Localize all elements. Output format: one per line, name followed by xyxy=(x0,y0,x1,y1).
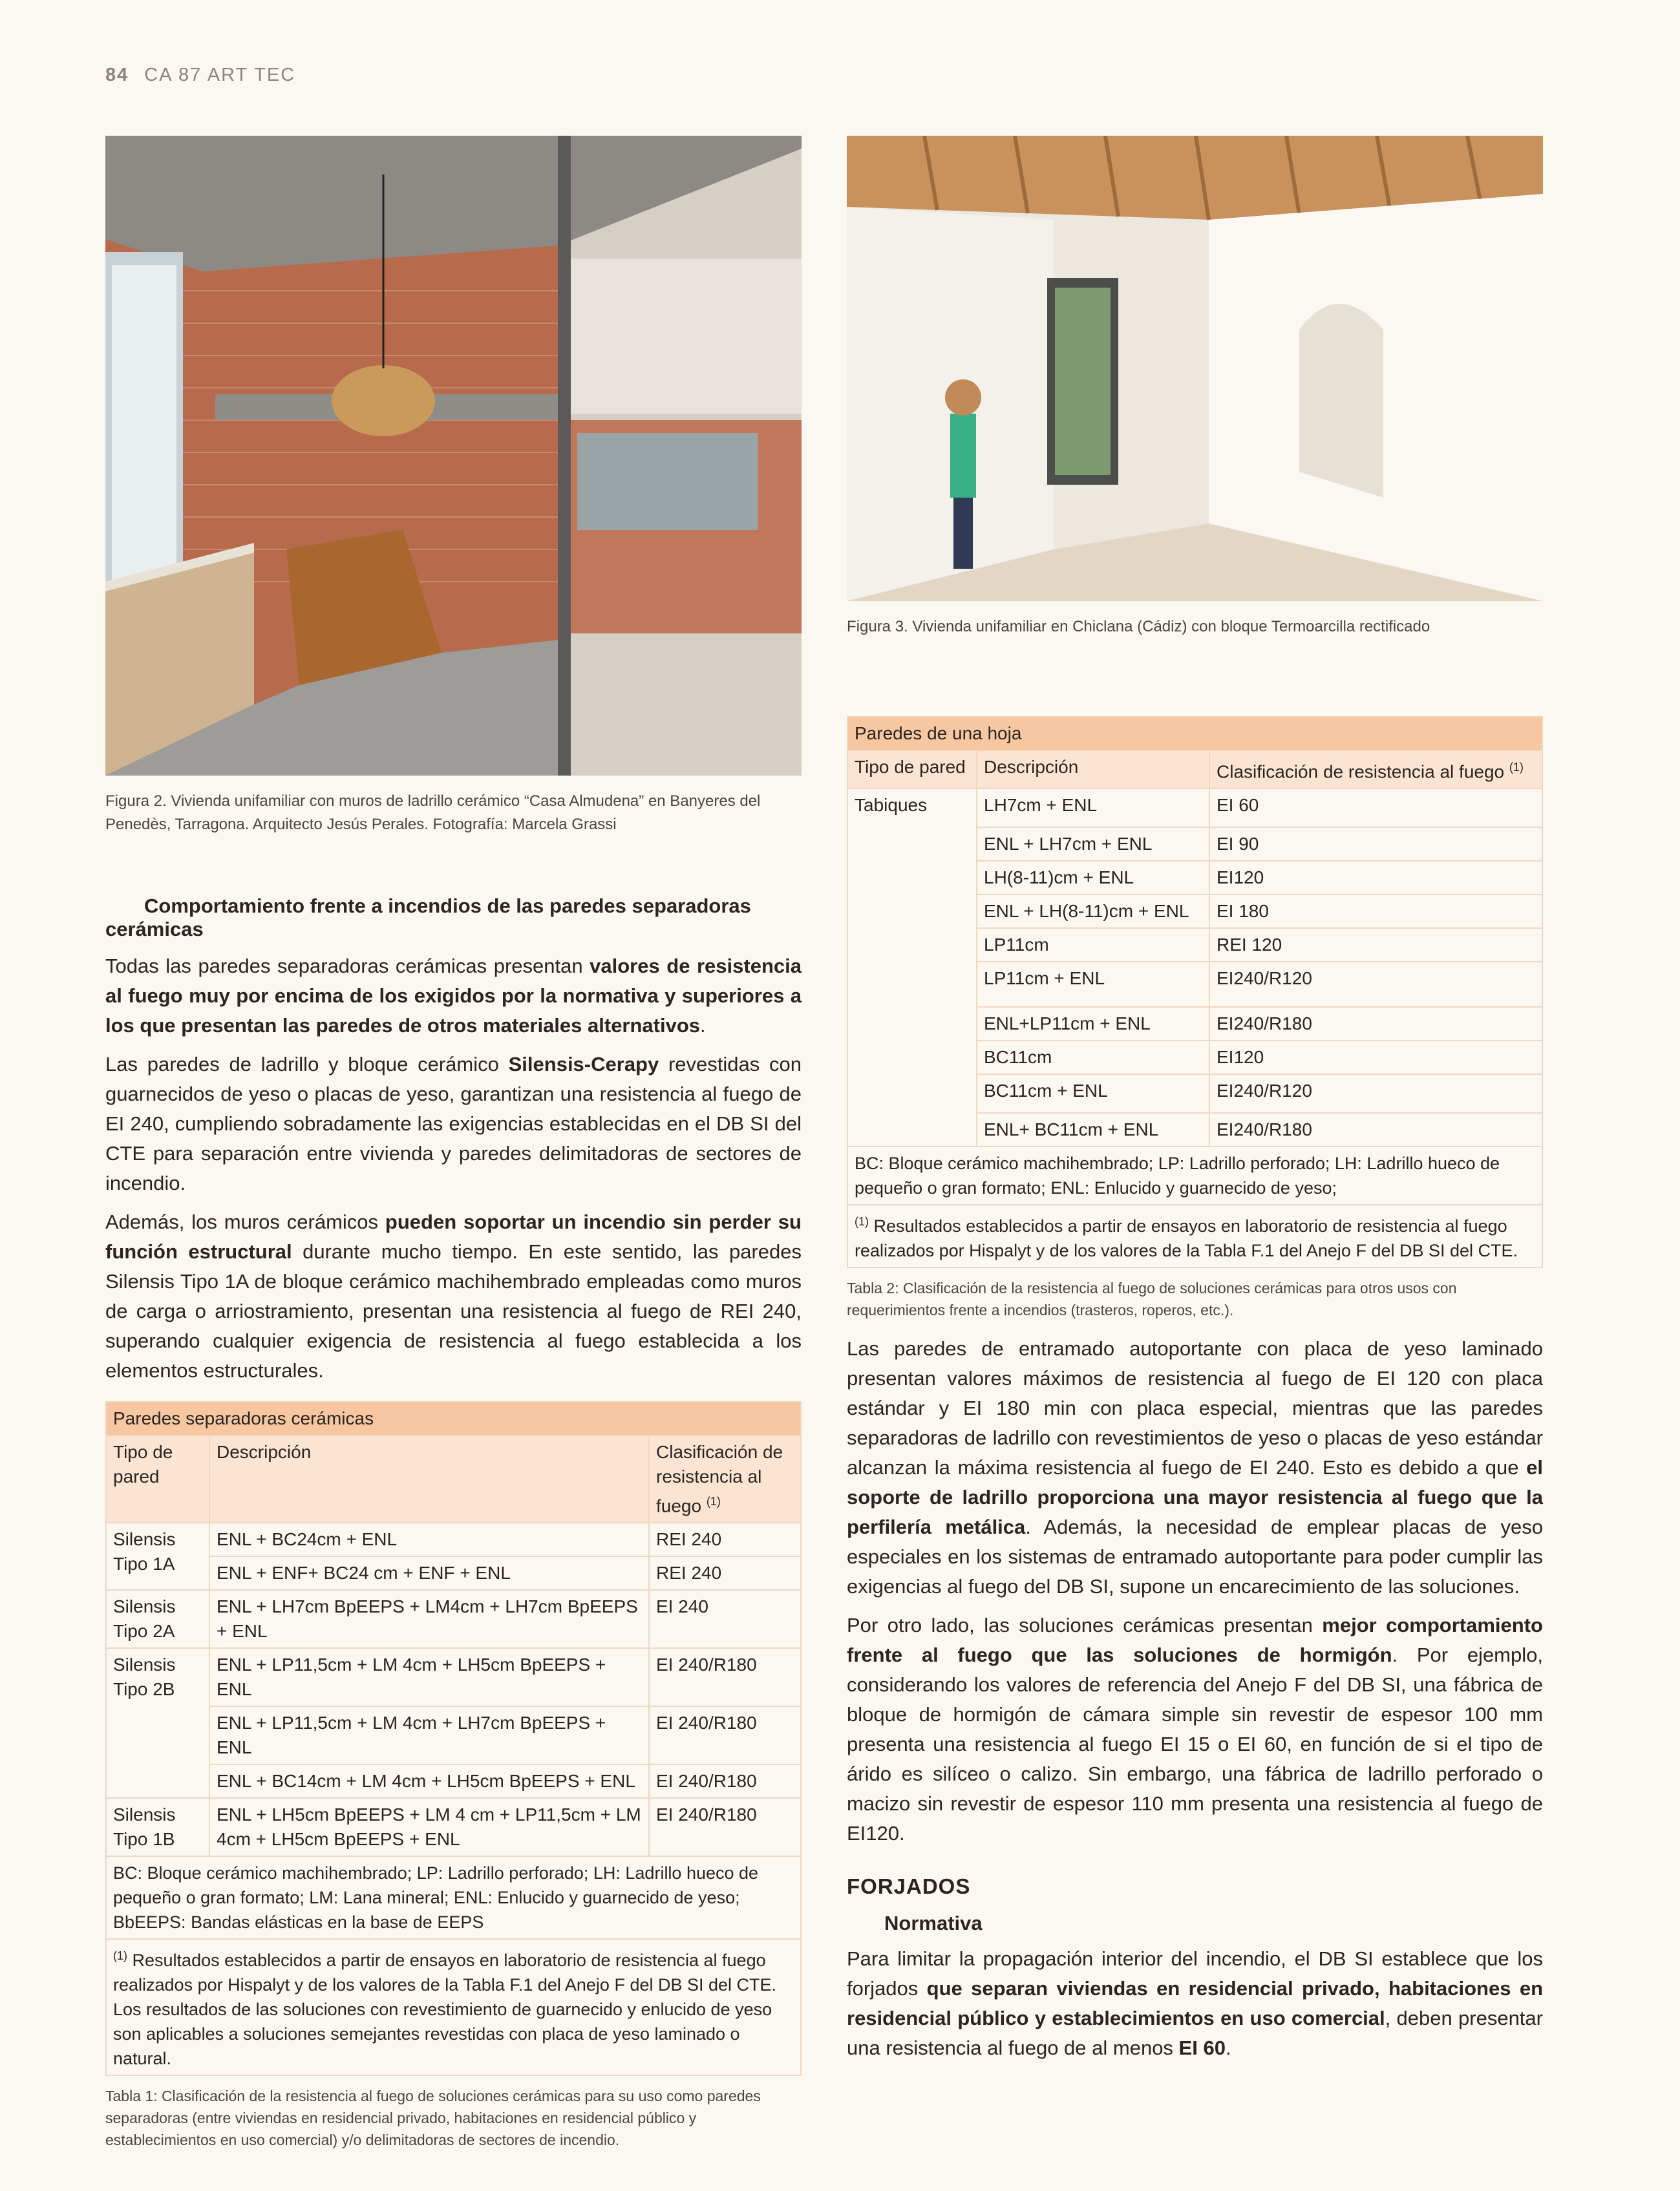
table-row: ENL + LH(8-11)cm + ENL EI 180 xyxy=(847,894,1542,928)
figure3-photo xyxy=(847,136,1543,601)
paragraph-6: Para limitar la propagación interior del incendio, el DB SI establece que los forjados que separan viviendas en residencial privado, habitaciones en residencial público y establecimientos en uso comercial, deben presentar una resistencia al fuego de al menos EI 60. xyxy=(847,1947,1543,2060)
table-row: ENL + ENF+ BC24 cm + ENF + ENL REI 240 xyxy=(106,1556,801,1590)
table1-note: $^{(1)}$ Resultados establecidos a partir de ensayos en laboratorio de resistencia al fuego realizados por Hispalyt y de los valores de la Tabla F.1 del Anejo F del DB SI del CTE. Los resultados de las soluciones con revestimiento de guarnecido y enlucido de yeso son aplicables a soluciones semejantes revestidas con placa de yeso laminado o natural. xyxy=(106,1939,801,2075)
table2-note: $^{(1)}$ Resultados establecidos a partir de ensayos en laboratorio de resistencia al fuego realizados por Hispalyt y de los valores de la Tabla F.1 del Anejo F del DB SI del CTE. xyxy=(847,1205,1542,1267)
page-header xyxy=(105,65,295,86)
left-column xyxy=(105,136,802,2151)
table2-col-clas: Clasificación de resistencia al fuego $^{(1)}$ xyxy=(1209,750,1542,789)
figure2-photo xyxy=(105,136,802,776)
table2-caption: Tabla 2: Clasificación de la resistencia al fuego de soluciones cerámicas para otros usos con requerimientos frente a incendios (trasteros, roperos, etc.). xyxy=(847,1280,1457,1319)
table-row: LP11cm + ENL EI240/R120 xyxy=(847,962,1542,1007)
right-column xyxy=(847,136,1543,2072)
table-row: BC11cm + ENL EI240/R120 xyxy=(847,1074,1542,1113)
table-row: Tabiques LH7cm + ENL EI 60 xyxy=(847,789,1542,827)
table2-title: Paredes de una hoja xyxy=(847,717,1542,750)
table-2 xyxy=(847,716,1543,1268)
table2-abbrev: BC: Bloque cerámico machihembrado; LP: Ladrillo perforado; LH: Ladrillo hueco de pequeño o gran formato; ENL: Enlucido y guarnecido de yeso; xyxy=(847,1147,1542,1205)
heading-normativa: Normativa xyxy=(884,1912,983,1935)
table-row: Silensis Tipo 1A ENL + BC24cm + ENL REI 240 xyxy=(106,1523,801,1556)
table-row: ENL + BC14cm + LM 4cm + LH5cm BpEEPS + ENL EI 240/R180 xyxy=(106,1764,801,1798)
table2-col-tipo: Tipo de pared xyxy=(847,750,977,789)
magazine-name: CA 87 ART TEC xyxy=(144,65,296,85)
table-row: Silensis Tipo 1B ENL + LH5cm BpEEPS + LM 4 cm + LP11,5cm + LM 4cm + LH5cm BpEEPS + ENL EI 240/R180 xyxy=(106,1798,801,1856)
table-row: Silensis Tipo 2A ENL + LH7cm BpEEPS + LM4cm + LH7cm BpEEPS + ENL EI 240 xyxy=(106,1590,801,1648)
table1-col-clas: Clasificación de resistencia al fuego $^{(1)}$ xyxy=(649,1435,801,1523)
paragraph-3: Además, los muros cerámicos pueden soportar un incendio sin perder su función estructural durante mucho tiempo. En este sentido, las paredes Silensis Tipo 1A de bloque cerámico machihembrado empleadas como muros de carga o arriostramiento, presentan una resistencia al fuego de REI 240, superando cualquier exigencia de resistencia al fuego establecida a los elementos estructurales. xyxy=(105,1211,802,1382)
figure2-caption: Figura 2. Vivienda unifamiliar con muros de ladrillo cerámico “Casa Almudena” en Banyeres del Penedès, Tarragona. Arquitecto Jesús Perales. Fotografía: Marcela Grassi xyxy=(105,792,761,833)
heading-forjados: FORJADOS xyxy=(847,1874,971,1899)
table-row: LP11cm REI 120 xyxy=(847,928,1542,962)
table-row: ENL+LP11cm + ENL EI240/R180 xyxy=(847,1007,1542,1041)
table-row: ENL+ BC11cm + ENL EI240/R180 xyxy=(847,1113,1542,1147)
table1-caption: Tabla 1: Clasificación de la resistencia al fuego de soluciones cerámicas para su uso como paredes separadoras (entre viviendas en residencial privado, habitaciones en residencial público y establecimientos en uso comercial) y/o delimitadoras de sectores de incendio. xyxy=(105,2088,761,2149)
table-row: BC11cm EI120 xyxy=(847,1041,1542,1074)
table-row: LH(8-11)cm + ENL EI120 xyxy=(847,861,1542,894)
table-1 xyxy=(105,1401,802,2076)
paragraph-5: Por otro lado, las soluciones cerámicas presentan mejor comportamiento frente al fuego que las soluciones de hormigón. Por ejemplo, considerando los valores de referencia del Anejo F del DB SI, una fábrica de bloque de hormigón de cámara simple sin revestir de espesor 100 mm presenta una resistencia al fuego EI 15 o EI 60, en función de si el tipo de árido es silíceo o calizo. Sin embargo, una fábrica de ladrillo perforado o macizo sin revestir de espesor 110 mm presenta una resistencia al fuego de EI120. xyxy=(847,1614,1543,1845)
table1-title: Paredes separadoras cerámicas xyxy=(106,1402,801,1435)
paragraph-1: Todas las paredes separadoras cerámicas presentan valores de resistencia al fuego muy por encima de los exigidos por la normativa y superiores a los que presentan las paredes de otros materiales alternativos. xyxy=(105,955,802,1037)
table2-col-desc: Descripción xyxy=(977,750,1209,789)
section-title: Comportamiento frente a incendios de las paredes separadoras cerámicas xyxy=(105,894,751,940)
paragraph-2: Las paredes de ladrillo y bloque cerámico Silensis-Cerapy revestidas con guarnecidos de yeso o placas de yeso, garantizan una resistencia al fuego de EI 240, cumpliendo sobradamente las exigencias establecidas en el DB SI del CTE para separación entre vivienda y paredes delimitadoras de sectores de incendio. xyxy=(105,1053,802,1194)
figure3-caption: Figura 3. Vivienda unifamiliar en Chiclana (Cádiz) con bloque Termoarcilla rectificado xyxy=(847,618,1430,635)
table-row: ENL + LH7cm + ENL EI 90 xyxy=(847,827,1542,861)
table1-abbrev: BC: Bloque cerámico machihembrado; LP: Ladrillo perforado; LH: Ladrillo hueco de pequeño o gran formato; LM: Lana mineral; ENL: Enlucido y guarnecido de yeso; BbEEPS: Bandas elásticas en la base de EEPS xyxy=(106,1856,801,1939)
paragraph-4: Las paredes de entramado autoportante con placa de yeso laminado presentan valores máximos de resistencia al fuego de EI 120 con placa estándar y EI 180 min con placa especial, mientras que las paredes separadoras de ladrillo con revestimientos de yeso o placas de yeso estándar alcanzan la máxima resistencia al fuego de EI 240. Esto es debido a que el soporte de ladrillo proporciona una mayor resistencia al fuego que la perfilería metálica. Además, la necesidad de emplear placas de yeso especiales en los sistemas de entramado autoportante para poder cumplir las exigencias al fuego del DB SI, supone un encarecimiento de las soluciones. xyxy=(847,1337,1544,1598)
table1-col-desc: Descripción xyxy=(209,1435,649,1523)
page-number: 84 xyxy=(105,65,129,85)
table1-col-tipo: Tipo de pared xyxy=(106,1435,209,1523)
table-row: Silensis Tipo 2B ENL + LP11,5cm + LM 4cm + LH5cm BpEEPS + ENL EI 240/R180 xyxy=(106,1648,801,1706)
table-row: ENL + LP11,5cm + LM 4cm + LH7cm BpEEPS + ENL EI 240/R180 xyxy=(106,1706,801,1764)
